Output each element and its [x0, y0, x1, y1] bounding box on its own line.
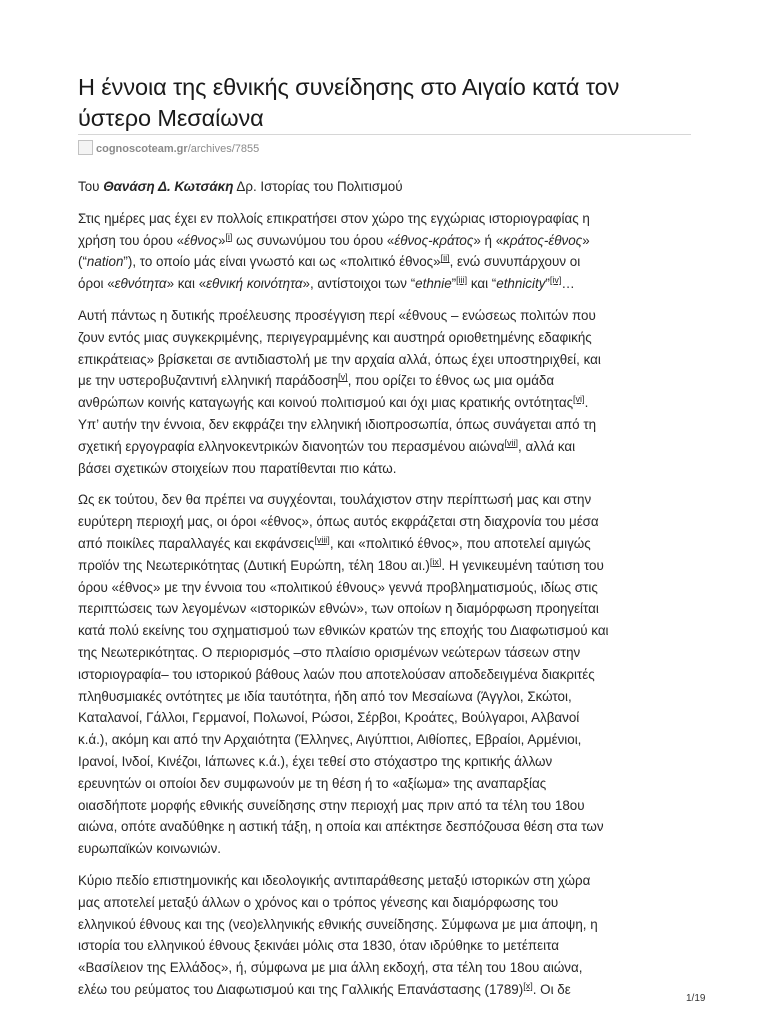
- paragraph-3: Ως εκ τούτου, δεν θα πρέπει να συγχέονται, τουλάχιστον στην περίπτωσή μας και στην ευρύτερη περιοχή μας, οι όροι «έθνος», όπως αυτός εκφράζεται στη διαχρονία του μέσα από ποικίλες παραλλαγές και εκφάνσεις[viii], και «πολιτικό έθνος», που αποτελεί αμιγώς προϊόν της Νεωτερικότητας (Δυτική Ευρώπη, τέλη 18ου αι.)[ix]. Η γενικευμένη ταύτιση του όρου «έθνος» με την έννοια του «πολιτικού έθνους» γεννά προβληματισμούς, ιδίως στις περιπτώσεις των λεγομένων «ιστορικών εθνών», των οποίων η διαμόρφωση προηγείται κατά πολύ εκείνης του σχηματισμού των εθνικών κρατών της εποχής του Διαφωτισμού και της Νεωτερικότητας. Ο περιορισμός –στο πλαίσιο ορισμένων νεώτερων τάσεων στην ιστοριογραφία– του ιστορικού βάθους λαών που αποτελούσαν αποδεδειγμένα διακριτές πληθυσμιακές οντότητες με ιδία ταυτότητα, ήδη από τον Μεσαίωνα (Άγγλοι, Σκώτοι, Καταλανοί, Γάλλοι, Γερμανοί, Πολωνοί, Ρώσοι, Σέρβοι, Κροάτες, Βούλγαροι, Αλβανοί κ.ά.), ακόμη και από την Αρχαιότητα (Έλληνες, Αιγύπτιοι, Αιθίοπες, Εβραίοι, Αρμένιοι, Ιρανοί, Ινδοί, Κινέζοι, Ιάπωνες κ.ά.), έχει τεθεί στο στόχαστρο της κριτικής άλλων ερευνητών οι οποίοι δεν συμφωνούν με τη θέση ή το «αξίωμα» της αναπαρξίας οιασδήποτε μορφής εθνικής συνείδησης στην περιοχή μας πριν από τα τέλη του 18ου αιώνα, οπότε αναδύθηκε η αστική τάξη, η οποία και απέκτησε δεσπόζουσα θέση στα των ευρωπαϊκών κοινωνιών.: [78, 492, 609, 857]
- paragraph-1: Στις ημέρες μας έχει εν πολλοίς επικρατήσει στον χώρο της εγχώριας ιστοριογραφίας η χρήση του όρου «έθνος»[i] ως συνωνύμου του όρου «έθνος-κράτος» ή «κράτος-έθνος» (“nation”), το οποίο μάς είναι γνωστό και ως «πολιτικό έθνος»[ii], ενώ συνυπάρχουν οι όροι «εθνότητα» και «εθνική κοινότητα», αντίστοιχοι των “ethnie”[iii] και “ethnicity”[iv]…: [78, 210, 590, 292]
- footnote-ref-x[interactable]: [x]: [523, 980, 533, 991]
- footnote-ref-viii[interactable]: [viii]: [314, 534, 330, 545]
- source-link[interactable]: [78, 140, 259, 156]
- title-divider: [78, 134, 691, 135]
- footnote-ref-ii[interactable]: [ii]: [440, 253, 450, 264]
- footnote-ref-vi[interactable]: [vi]: [573, 394, 585, 405]
- favicon-icon: [78, 140, 93, 155]
- byline: Του Θανάση Δ. Κωτσάκη Δρ. Ιστορίας του Πολιτισμού: [78, 179, 403, 194]
- footnote-ref-iii[interactable]: [iii]: [456, 275, 468, 286]
- title-line-1: Η έννοια της εθνικής συνείδησης στο Αιγαίο κατά τον: [78, 74, 620, 100]
- title-line-2: ύστερο Μεσαίωνα: [78, 105, 264, 131]
- article-body: [78, 176, 698, 1011]
- author-name: Θανάση Δ. Κωτσάκη: [103, 179, 234, 194]
- footnote-ref-v[interactable]: [v]: [338, 372, 348, 383]
- footnote-ref-iv[interactable]: [iv]: [549, 275, 562, 286]
- footnote-ref-ix[interactable]: [ix]: [429, 556, 442, 567]
- source-path[interactable]: /archives/7855: [187, 143, 260, 155]
- paragraph-2: Αυτή πάντως η δυτικής προέλευσης προσέγγιση περί «έθνους – ενώσεως πολιτών που ζουν εντός μιας συγκεκριμένης, περιγεγραμμένης και αυστηρά οριοθετημένης εδαφικής επικράτειας» βρίσκεται σε αντιδιαστολή με την αρχαία αλλά, όπως έχει υποστηριχθεί, και με την υστεροβυζαντινή ελληνική παράδοση[v], που ορίζει το έθνος ως μια ομάδα ανθρώπων κοινής καταγωγής και κοινού πολιτισμού και όχι μιας κρατικής οντότητας[vi]. Υπ’ αυτήν την έννοια, δεν εκφράζει την ελληνική ιδιοπροσωπία, όπως συνάγεται από τη σχετική εργογραφία ελληνοκεντρικών διανοητών του περασμένου αιώνα[vii], αλλά και βάσει σχετικών στοιχείων που παρατίθενται πιο κάτω.: [78, 307, 601, 476]
- page-number: 1/19: [686, 993, 706, 1004]
- footnote-ref-vii[interactable]: [vii]: [504, 437, 519, 448]
- article-title: [78, 72, 698, 134]
- paragraph-4: Κύριο πεδίο επιστημονικής και ιδεολογικής αντιπαράθεσης μεταξύ ιστορικών στη χώρα μας αποτελεί μεταξύ άλλων ο χρόνος και ο τρόπος γένεσης και διαμόρφωσης του ελληνικού έθνους και της (νεο)ελληνικής εθνικής συνείδησης. Σύμφωνα με μια άποψη, η ιστορία του ελληνικού έθνους ξεκινάει μόλις στα 1830, όταν ιδρύθηκε το μετέπειτα «Βασίλειον της Ελλάδος», ή, σύμφωνα με μια άλλη εκδοχή, στα τέλη του 18ου αιώνα, ελέω του ρεύματος του Διαφωτισμού και της Γαλλικής Επανάστασης (1789)[x]. Οι δε: [78, 872, 598, 997]
- footnote-ref-i[interactable]: [i]: [225, 231, 233, 242]
- source-domain[interactable]: cognoscoteam.gr: [96, 143, 188, 155]
